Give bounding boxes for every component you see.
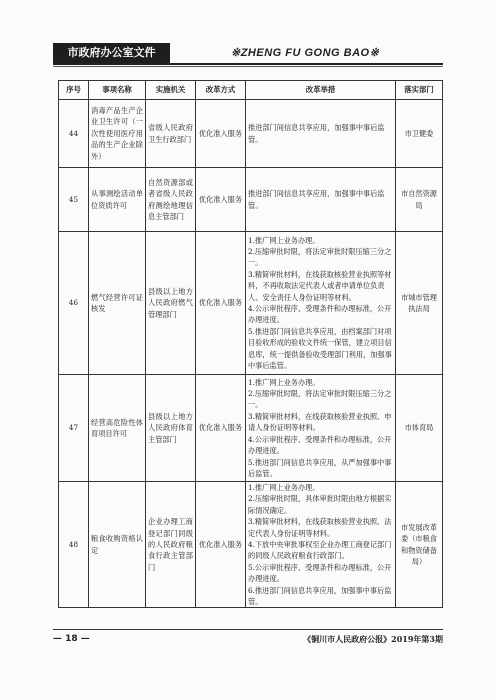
col-header-measures: 改革举措: [246, 81, 396, 100]
responsible-dept: 市体育局: [396, 375, 443, 482]
reform-method: 优化准入服务: [196, 482, 246, 608]
measure-line: 6.推进部门间信息共享应用，加强事中事后监管。: [248, 585, 392, 607]
reform-measures: [246, 375, 396, 482]
reform-table: [58, 80, 443, 608]
reform-method: 优化准入服务: [196, 375, 246, 482]
page-number: — 18 —: [53, 634, 90, 644]
item-name: 从事测绘活动单位资质许可: [89, 168, 146, 232]
measure-line: 4.公示审批程序、受理条件和办理标准，公开办理进度。: [248, 434, 392, 456]
col-header-name: 事项名称: [89, 81, 146, 100]
row-number: 45: [59, 168, 89, 232]
reform-method: 优化准入服务: [196, 168, 246, 232]
publication-name: 《铜川市人民政府公报》2019年第3期: [303, 634, 443, 644]
measure-line: 4.公示审批程序、受理条件和办理标准，公开办理进度。: [248, 304, 392, 325]
header-journal-name: ※ZHENG FU GONG BAO※: [231, 47, 380, 59]
table-row: [59, 375, 443, 482]
measure-line: 3.精简审批材料，在线获取核验营业执照等材料，不再收取法定代表人或者申请单位负责人、安全责任人身份证明等材料。: [248, 269, 392, 302]
measure-line: 3.精简审批材料，在线获取核验营业执照、法定代表人身份证明等材料。: [248, 517, 392, 538]
implementing-agency: 县级以上地方人民政府燃气管理部门: [146, 232, 196, 375]
row-number: 44: [59, 100, 89, 168]
implementing-agency: 省级人民政府卫生行政部门: [146, 100, 196, 168]
implementing-agency: 自然资源部或者省级人民政府测绘地理信息主管部门: [146, 168, 196, 232]
table-header-row: [59, 81, 443, 100]
responsible-dept: 市发展改革委（市粮食和物资储备局）: [396, 482, 443, 608]
measure-line: 1.推广网上业务办理。: [248, 483, 320, 492]
measure-line: 1.推广网上业务办理。: [248, 377, 320, 387]
col-header-no: 序号: [59, 81, 89, 100]
col-header-agency: 实施机关: [146, 81, 196, 100]
item-name: 经营高危险性体育项目许可: [89, 375, 146, 482]
item-name: 粮食收购资格认定: [89, 482, 146, 608]
header-rule: [53, 63, 443, 65]
reform-method: 优化准入服务: [196, 100, 246, 168]
responsible-dept: 市自然资源局: [396, 168, 443, 232]
col-header-method: 改革方式: [196, 81, 246, 100]
measure-line: 5.推进部门间信息共享应用，由档案部门对项目验收形成的验收文件统一保管，建立项目信息库，统一提供备验收受理部门利用，加强事中事后监管。: [248, 326, 392, 371]
measure-line: 推进部门间信息共享应用，加强事中事后监管。: [248, 123, 385, 144]
measure-line: 5.推进部门间信息共享应用，从严加强事中事后监管。: [248, 457, 392, 478]
measure-line: 2.压缩审批时限，将法定审批时限压缩三分之一。: [248, 389, 392, 410]
item-name: 消毒产品生产企业卫生许可（一次性使用医疗用品的生产企业除外）: [89, 100, 146, 168]
measure-line: 5.公示审批程序、受理条件和办理标准，公开办理进度。: [248, 562, 392, 584]
implementing-agency: 县级以上地方人民政府体育主管部门: [146, 375, 196, 482]
table-row: [59, 482, 443, 608]
footer-rule: [53, 629, 443, 630]
table-row: [59, 100, 443, 168]
header-title: 市政府办公室文件: [53, 43, 170, 63]
implementing-agency: 企业办理工商登记部门同级的人民政府粮食行政主管部门: [146, 482, 196, 608]
row-number: 47: [59, 375, 89, 482]
measure-line: 推进部门间信息共享应用，加强事中事后监管。: [248, 189, 385, 210]
measure-line: 1.推广网上业务办理。: [248, 235, 320, 245]
col-header-dept: 落实部门: [396, 81, 443, 100]
row-number: 48: [59, 482, 89, 608]
reform-measures: [246, 232, 396, 375]
item-name: 燃气经营许可证核发: [89, 232, 146, 375]
measure-line: 4.下放中央审批事权至企业办理工商登记部门的同级人民政府粮食行政部门。: [248, 540, 392, 561]
row-number: 46: [59, 232, 89, 375]
measure-line: 2.压缩审批时限，将法定审批时限压缩三分之一。: [248, 246, 392, 268]
responsible-dept: 市城市管理执法局: [396, 232, 443, 375]
measure-line: 3.精简审批材料，在线获取核验营业执照、申请人身份证明等材料。: [248, 411, 392, 433]
table-row: [59, 168, 443, 232]
reform-measures: [246, 482, 396, 608]
reform-measures: [246, 168, 396, 232]
header-rule-thin: [53, 66, 443, 67]
reform-method: 优化准入服务: [196, 232, 246, 375]
reform-measures: [246, 100, 396, 168]
table-row: [59, 232, 443, 375]
responsible-dept: 市卫健委: [396, 100, 443, 168]
measure-line: 2.压缩审批时限，具体审批时限由地方根据实际情况确定。: [248, 494, 392, 515]
